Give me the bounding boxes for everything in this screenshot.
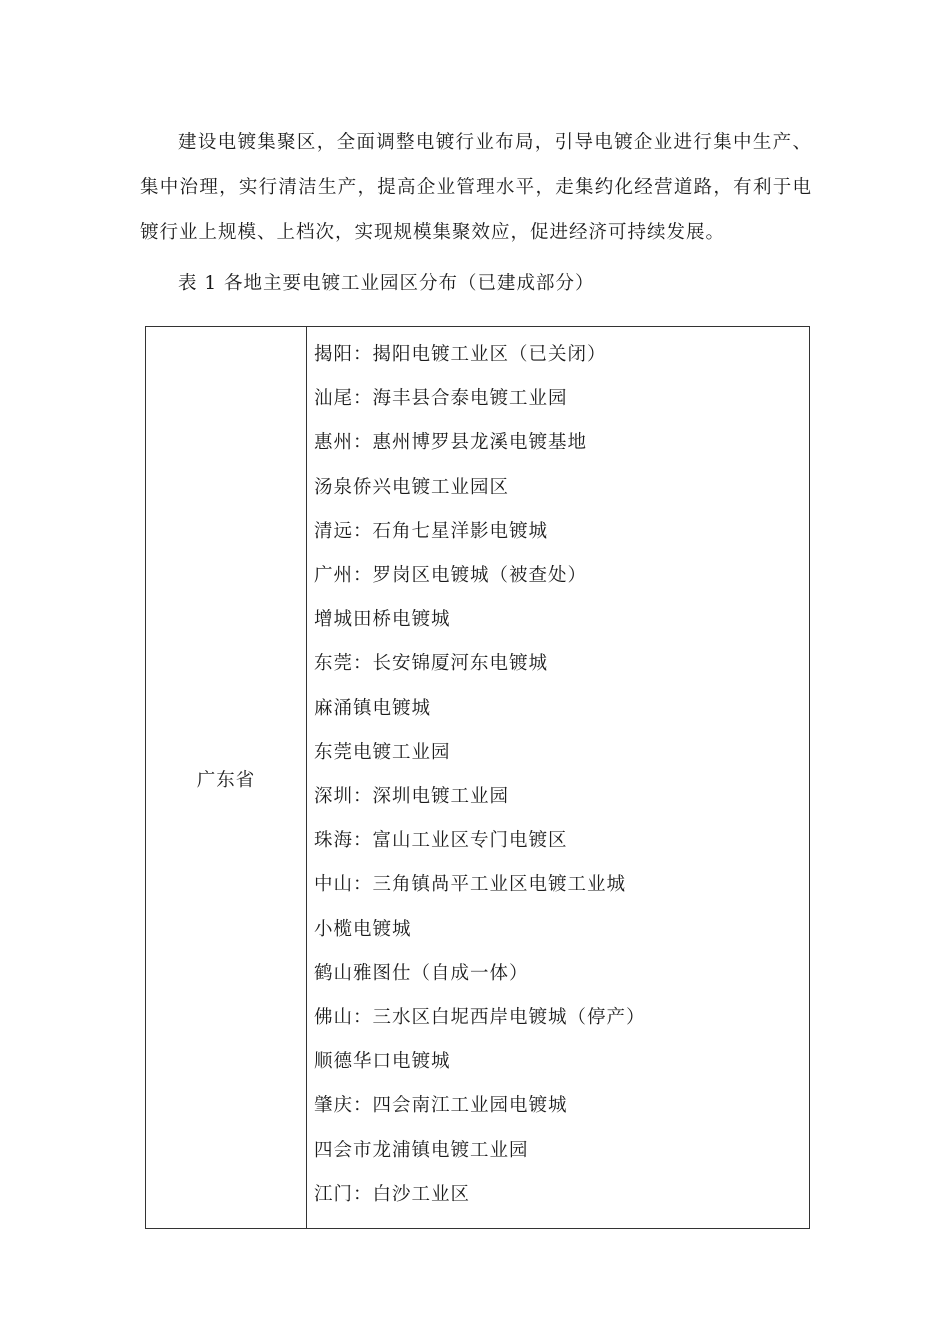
parks-list bbox=[307, 327, 809, 1217]
list-item: 东莞电镀工业园 bbox=[314, 741, 451, 763]
list-item: 汕尾：海丰县合泰电镀工业园 bbox=[314, 388, 568, 410]
intro-paragraph: 建设电镀集聚区，全面调整电镀行业布局，引导电镀企业进行集中生产、集中治理，实行清洁生产，提高企业管理水平，走集约化经营道路，有利于电镀行业上规模、上档次，实现规模集聚效应，促进经济可持续发展。 bbox=[140, 132, 812, 243]
list-item: 东莞：长安锦厦河东电镀城 bbox=[314, 653, 549, 675]
list-item: 广州：罗岗区电镀城（被查处） bbox=[314, 565, 588, 587]
list-item: 中山：三角镇咼平工业区电镀工业城 bbox=[314, 874, 627, 896]
list-item: 佛山：三水区白坭西岸电镀城（停产） bbox=[314, 1007, 646, 1029]
list-item: 鹤山雅图仕（自成一体） bbox=[314, 962, 529, 984]
list-item: 揭阳：揭阳电镀工业区（已关闭） bbox=[314, 344, 607, 365]
list-item: 汤泉侨兴电镀工业园区 bbox=[314, 476, 510, 498]
table-row bbox=[146, 327, 810, 1229]
province-label: 广东省 bbox=[196, 769, 256, 791]
list-item: 深圳：深圳电镀工业园 bbox=[314, 786, 510, 808]
list-item: 惠州：惠州博罗县龙溪电镀基地 bbox=[314, 432, 588, 454]
list-item: 顺德华口电镀城 bbox=[314, 1051, 451, 1073]
list-item: 清远：石角七星洋影电镀城 bbox=[314, 520, 549, 542]
list-item: 麻涌镇电镀城 bbox=[314, 697, 432, 719]
province-cell bbox=[146, 327, 307, 1229]
table-caption: 表 1 各地主要电镀工业园区分布（已建成部分） bbox=[178, 273, 595, 294]
parks-cell bbox=[307, 327, 810, 1229]
list-item: 增城田桥电镀城 bbox=[314, 609, 451, 631]
list-item: 肇庆：四会南江工业园电镀城 bbox=[314, 1095, 568, 1117]
list-item: 小榄电镀城 bbox=[314, 918, 412, 940]
list-item: 江门：白沙工业区 bbox=[314, 1183, 471, 1205]
electroplating-parks-table bbox=[145, 326, 810, 1229]
list-item: 四会市龙浦镇电镀工业园 bbox=[314, 1139, 529, 1161]
list-item: 珠海：富山工业区专门电镀区 bbox=[314, 830, 568, 852]
